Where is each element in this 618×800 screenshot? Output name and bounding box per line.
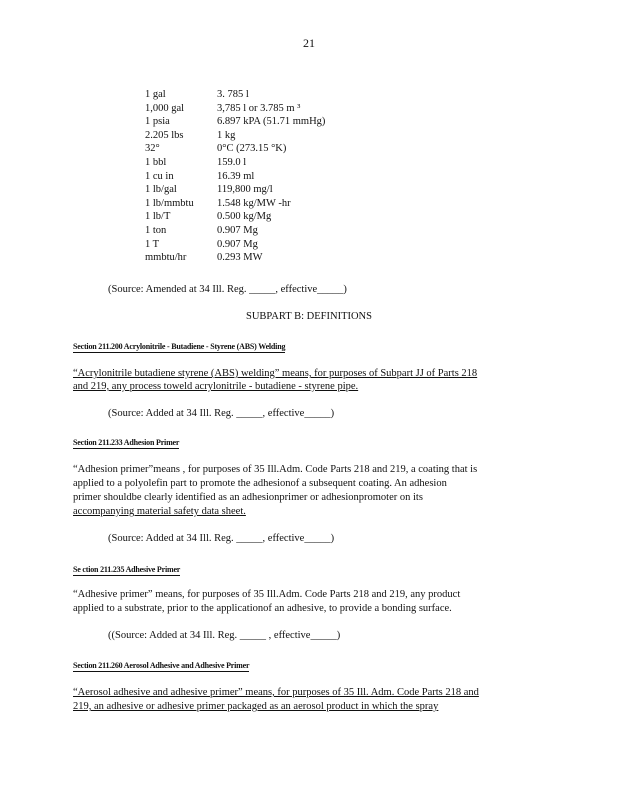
source-note: (Source: Added at 34 Ill. Reg. _____, effective_____) bbox=[108, 408, 335, 419]
conversion-value: 119,800 mg/l bbox=[217, 184, 273, 196]
conversion-row bbox=[145, 197, 325, 211]
conversion-row bbox=[145, 170, 325, 184]
conversion-unit: 1 gal bbox=[145, 89, 166, 100]
conversion-value: 3. 785 l bbox=[217, 89, 249, 100]
source-note: ((Source: Added at 34 Ill. Reg. _____ , effective_____) bbox=[108, 630, 341, 641]
conversion-value: 0.907 Mg bbox=[217, 224, 258, 236]
section-heading: Section 211.233 Adhesion Primer bbox=[73, 438, 180, 447]
conversion-value: 0°C (273.15 °K) bbox=[217, 143, 287, 155]
source-note-amended: (Source: Amended at 34 Ill. Reg. _____, effective_____) bbox=[108, 284, 347, 295]
definition-line: 219, an adhesive or adhesive primer packaged as an aerosol product in which the spray bbox=[73, 701, 439, 712]
conversion-value: 3,785 l or 3.785 m ³ bbox=[217, 102, 301, 114]
definition-line: accompanying material safety data sheet. bbox=[73, 506, 246, 517]
conversion-unit: 1 T bbox=[145, 238, 160, 250]
conversion-row bbox=[145, 102, 325, 116]
conversion-row bbox=[145, 129, 325, 143]
conversion-row bbox=[145, 115, 325, 129]
conversion-unit: 1 bbl bbox=[145, 156, 167, 168]
conversion-value: 159.0 l bbox=[217, 156, 247, 168]
definition-line: and 219, any process toweld acrylonitrile - butadiene - styrene pipe. bbox=[73, 381, 359, 392]
conversion-table bbox=[145, 88, 325, 265]
conversion-row bbox=[145, 238, 325, 252]
conversion-unit: 32° bbox=[145, 143, 160, 155]
definition-line: “Aerosol adhesive and adhesive primer” means, for purposes of 35 Ill. Adm. Code Parts 218 and bbox=[73, 687, 479, 698]
conversion-unit: 1 lb/mmbtu bbox=[145, 197, 194, 209]
definition-line: primer shouldbe clearly identified as an adhesionprimer or adhesionpromoter on its bbox=[73, 492, 423, 503]
definition-line: “Adhesion primer”means , for purposes of 35 Ill.Adm. Code Parts 218 and 219, a coating that is bbox=[73, 464, 478, 475]
conversion-unit: 1 lb/T bbox=[145, 211, 171, 223]
conversion-row bbox=[145, 156, 325, 170]
conversion-row bbox=[145, 183, 325, 197]
conversion-value: 0.500 kg/Mg bbox=[217, 211, 272, 223]
conversion-unit: 2.205 lbs bbox=[145, 129, 184, 141]
subpart-title: SUBPART B: DEFINITIONS bbox=[246, 311, 372, 322]
conversion-row bbox=[145, 142, 325, 156]
definition-line: “Adhesive primer” means, for purposes of 35 Ill.Adm. Code Parts 218 and 219, any product bbox=[73, 589, 461, 600]
conversion-unit: 1 lb/gal bbox=[145, 184, 177, 196]
section-heading: Section 211.260 Aerosol Adhesive and Adhesive Primer bbox=[73, 661, 250, 670]
definition-line: “Acrylonitrile butadiene styrene (ABS) welding” means, for purposes of Subpart JJ of Parts 218 bbox=[73, 368, 478, 379]
conversion-unit: 1 psia bbox=[145, 116, 170, 128]
conversion-value: 0.293 MW bbox=[217, 252, 263, 264]
conversion-unit: 1,000 gal bbox=[145, 102, 185, 114]
conversion-row bbox=[145, 224, 325, 238]
source-note: (Source: Added at 34 Ill. Reg. _____, effective_____) bbox=[108, 533, 335, 544]
conversion-unit: 1 cu in bbox=[145, 170, 174, 182]
conversion-row bbox=[145, 251, 325, 265]
definition-line: applied to a polyolefin part to promote the adhesionof a subsequent coating. An adhesion bbox=[73, 478, 447, 489]
page-number: 21 bbox=[303, 36, 315, 50]
conversion-row bbox=[145, 88, 325, 102]
conversion-unit: mmbtu/hr bbox=[145, 252, 187, 264]
conversion-value: 6.897 kPA (51.71 mmHg) bbox=[217, 116, 326, 128]
section-heading: Se ction 211.235 Adhesive Primer bbox=[73, 565, 181, 574]
conversion-value: 1.548 kg/MW -hr bbox=[217, 197, 291, 209]
conversion-unit: 1 ton bbox=[145, 224, 167, 236]
definition-line: applied to a substrate, prior to the applicationof an adhesive, to provide a bonding surface. bbox=[73, 603, 452, 614]
section-heading: Section 211.200 Acrylonitrile - Butadiene - Styrene (ABS) Welding bbox=[73, 342, 286, 351]
conversion-row bbox=[145, 210, 325, 224]
conversion-value: 0.907 Mg bbox=[217, 238, 258, 250]
conversion-value: 16.39 ml bbox=[217, 170, 255, 182]
conversion-value: 1 kg bbox=[217, 129, 236, 141]
